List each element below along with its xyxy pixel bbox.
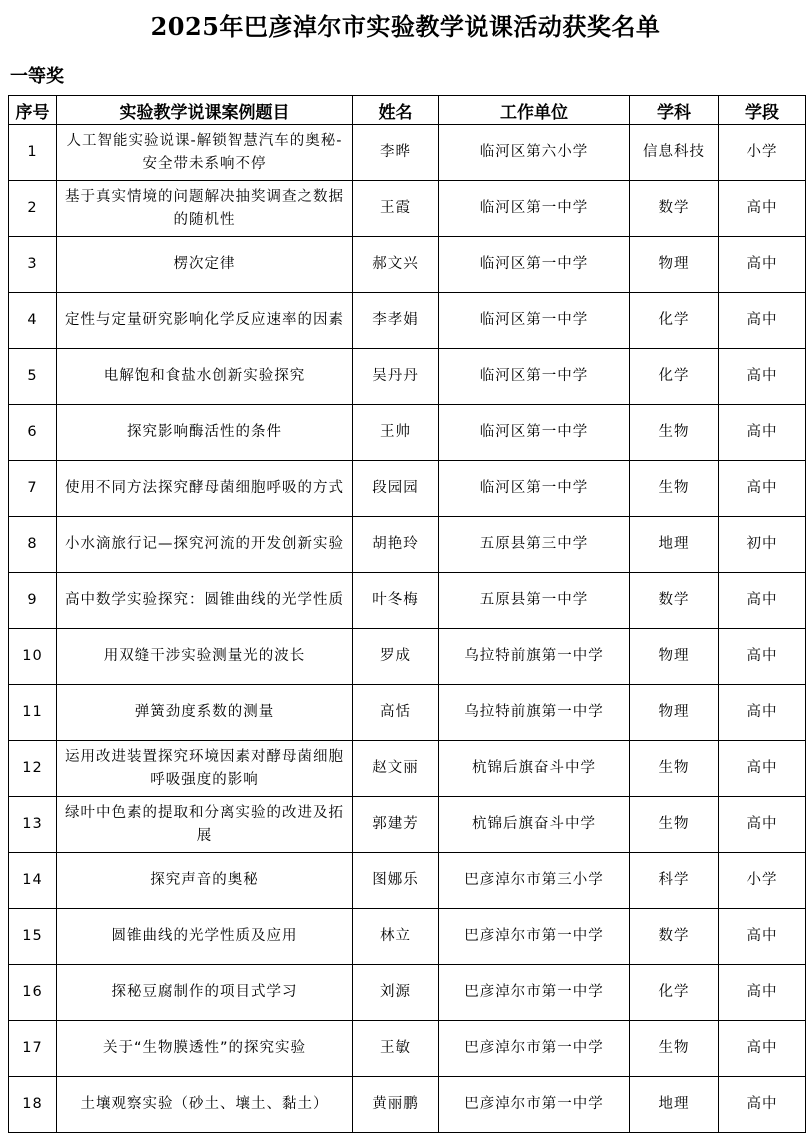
cell-name: 李晔 bbox=[353, 125, 439, 181]
cell-no: 15 bbox=[9, 909, 57, 965]
cell-subject: 数学 bbox=[630, 909, 719, 965]
cell-title: 用双缝干涉实验测量光的波长 bbox=[57, 629, 353, 685]
cell-no: 13 bbox=[9, 797, 57, 853]
cell-name: 黄丽鹏 bbox=[353, 1077, 439, 1133]
cell-title: 土壤观察实验（砂土、壤土、黏土） bbox=[57, 1077, 353, 1133]
cell-title: 电解饱和食盐水创新实验探究 bbox=[57, 349, 353, 405]
cell-stage: 小学 bbox=[719, 853, 806, 909]
cell-name: 图娜乐 bbox=[353, 853, 439, 909]
cell-no: 5 bbox=[9, 349, 57, 405]
cell-name: 王帅 bbox=[353, 405, 439, 461]
cell-title: 圆锥曲线的光学性质及应用 bbox=[57, 909, 353, 965]
cell-unit: 五原县第一中学 bbox=[439, 573, 630, 629]
table-row bbox=[9, 349, 806, 405]
cell-subject: 生物 bbox=[630, 405, 719, 461]
cell-title: 探究影响酶活性的条件 bbox=[57, 405, 353, 461]
cell-subject: 地理 bbox=[630, 517, 719, 573]
cell-subject: 物理 bbox=[630, 237, 719, 293]
table-header bbox=[9, 96, 806, 125]
cell-name: 高恬 bbox=[353, 685, 439, 741]
cell-subject: 化学 bbox=[630, 349, 719, 405]
cell-stage: 初中 bbox=[719, 517, 806, 573]
table-row bbox=[9, 797, 806, 853]
section-heading: 一等奖 bbox=[10, 66, 64, 87]
cell-unit: 临河区第一中学 bbox=[439, 293, 630, 349]
cell-stage: 高中 bbox=[719, 349, 806, 405]
table-row bbox=[9, 125, 806, 181]
cell-subject: 科学 bbox=[630, 853, 719, 909]
cell-name: 赵文丽 bbox=[353, 741, 439, 797]
cell-name: 叶冬梅 bbox=[353, 573, 439, 629]
cell-title: 人工智能实验说课-解锁智慧汽车的奥秘-安全带未系响不停 bbox=[57, 125, 353, 181]
table-row bbox=[9, 181, 806, 237]
cell-name: 段园园 bbox=[353, 461, 439, 517]
cell-no: 16 bbox=[9, 965, 57, 1021]
awards-table bbox=[8, 95, 806, 1133]
cell-stage: 高中 bbox=[719, 797, 806, 853]
cell-unit: 杭锦后旗奋斗中学 bbox=[439, 741, 630, 797]
header-subject: 学科 bbox=[630, 96, 719, 125]
cell-title: 关于“生物膜透性”的探究实验 bbox=[57, 1021, 353, 1077]
table-body bbox=[9, 125, 806, 1133]
table-row bbox=[9, 237, 806, 293]
cell-subject: 化学 bbox=[630, 965, 719, 1021]
cell-unit: 临河区第一中学 bbox=[439, 181, 630, 237]
cell-unit: 临河区第一中学 bbox=[439, 461, 630, 517]
header-stage: 学段 bbox=[719, 96, 806, 125]
cell-title: 使用不同方法探究酵母菌细胞呼吸的方式 bbox=[57, 461, 353, 517]
cell-title: 弹簧劲度系数的测量 bbox=[57, 685, 353, 741]
cell-stage: 高中 bbox=[719, 1021, 806, 1077]
cell-stage: 高中 bbox=[719, 181, 806, 237]
table-row bbox=[9, 741, 806, 797]
cell-stage: 高中 bbox=[719, 685, 806, 741]
cell-unit: 杭锦后旗奋斗中学 bbox=[439, 797, 630, 853]
cell-unit: 巴彦淖尔市第三小学 bbox=[439, 853, 630, 909]
cell-title: 楞次定律 bbox=[57, 237, 353, 293]
cell-title: 运用改进装置探究环境因素对酵母菌细胞呼吸强度的影响 bbox=[57, 741, 353, 797]
page-title: 2025年巴彦淖尔市实验教学说课活动获奖名单 bbox=[150, 12, 661, 41]
table-row bbox=[9, 909, 806, 965]
cell-title: 绿叶中色素的提取和分离实验的改进及拓展 bbox=[57, 797, 353, 853]
cell-subject: 地理 bbox=[630, 1077, 719, 1133]
header-title: 实验教学说课案例题目 bbox=[57, 96, 353, 125]
cell-no: 4 bbox=[9, 293, 57, 349]
cell-subject: 生物 bbox=[630, 797, 719, 853]
table-row bbox=[9, 853, 806, 909]
cell-unit: 巴彦淖尔市第一中学 bbox=[439, 1021, 630, 1077]
cell-name: 郝文兴 bbox=[353, 237, 439, 293]
cell-title: 高中数学实验探究：圆锥曲线的光学性质 bbox=[57, 573, 353, 629]
cell-no: 11 bbox=[9, 685, 57, 741]
cell-name: 林立 bbox=[353, 909, 439, 965]
cell-unit: 临河区第一中学 bbox=[439, 237, 630, 293]
cell-title: 小水滴旅行记—探究河流的开发创新实验 bbox=[57, 517, 353, 573]
cell-stage: 高中 bbox=[719, 1077, 806, 1133]
table-row bbox=[9, 965, 806, 1021]
header-no: 序号 bbox=[9, 96, 57, 125]
cell-stage: 高中 bbox=[719, 741, 806, 797]
cell-name: 罗成 bbox=[353, 629, 439, 685]
cell-no: 2 bbox=[9, 181, 57, 237]
cell-no: 12 bbox=[9, 741, 57, 797]
cell-unit: 五原县第三中学 bbox=[439, 517, 630, 573]
table-row bbox=[9, 293, 806, 349]
cell-unit: 巴彦淖尔市第一中学 bbox=[439, 909, 630, 965]
cell-unit: 临河区第一中学 bbox=[439, 349, 630, 405]
table-row bbox=[9, 685, 806, 741]
cell-stage: 小学 bbox=[719, 125, 806, 181]
cell-unit: 临河区第一中学 bbox=[439, 405, 630, 461]
cell-title: 定性与定量研究影响化学反应速率的因素 bbox=[57, 293, 353, 349]
cell-stage: 高中 bbox=[719, 461, 806, 517]
cell-name: 王敏 bbox=[353, 1021, 439, 1077]
header-unit: 工作单位 bbox=[439, 96, 630, 125]
cell-subject: 生物 bbox=[630, 461, 719, 517]
cell-title: 探秘豆腐制作的项目式学习 bbox=[57, 965, 353, 1021]
cell-name: 王霞 bbox=[353, 181, 439, 237]
cell-no: 14 bbox=[9, 853, 57, 909]
cell-stage: 高中 bbox=[719, 573, 806, 629]
header-row bbox=[9, 96, 806, 125]
cell-subject: 生物 bbox=[630, 741, 719, 797]
cell-stage: 高中 bbox=[719, 237, 806, 293]
cell-subject: 物理 bbox=[630, 629, 719, 685]
cell-unit: 乌拉特前旗第一中学 bbox=[439, 685, 630, 741]
cell-no: 18 bbox=[9, 1077, 57, 1133]
cell-no: 9 bbox=[9, 573, 57, 629]
cell-subject: 数学 bbox=[630, 181, 719, 237]
cell-no: 1 bbox=[9, 125, 57, 181]
table-row bbox=[9, 1077, 806, 1133]
cell-title: 探究声音的奥秘 bbox=[57, 853, 353, 909]
header-name: 姓名 bbox=[353, 96, 439, 125]
table-row bbox=[9, 461, 806, 517]
cell-name: 刘源 bbox=[353, 965, 439, 1021]
cell-no: 6 bbox=[9, 405, 57, 461]
cell-stage: 高中 bbox=[719, 629, 806, 685]
cell-name: 郭建芳 bbox=[353, 797, 439, 853]
cell-unit: 巴彦淖尔市第一中学 bbox=[439, 965, 630, 1021]
cell-name: 胡艳玲 bbox=[353, 517, 439, 573]
cell-stage: 高中 bbox=[719, 293, 806, 349]
cell-no: 10 bbox=[9, 629, 57, 685]
cell-stage: 高中 bbox=[719, 909, 806, 965]
cell-name: 吴丹丹 bbox=[353, 349, 439, 405]
cell-subject: 物理 bbox=[630, 685, 719, 741]
cell-no: 8 bbox=[9, 517, 57, 573]
table-row bbox=[9, 629, 806, 685]
cell-stage: 高中 bbox=[719, 965, 806, 1021]
cell-no: 7 bbox=[9, 461, 57, 517]
cell-stage: 高中 bbox=[719, 405, 806, 461]
cell-unit: 临河区第六小学 bbox=[439, 125, 630, 181]
table-row bbox=[9, 517, 806, 573]
cell-name: 李孝娟 bbox=[353, 293, 439, 349]
table-row bbox=[9, 405, 806, 461]
table-row bbox=[9, 573, 806, 629]
cell-no: 17 bbox=[9, 1021, 57, 1077]
cell-subject: 化学 bbox=[630, 293, 719, 349]
cell-subject: 数学 bbox=[630, 573, 719, 629]
cell-unit: 乌拉特前旗第一中学 bbox=[439, 629, 630, 685]
cell-subject: 信息科技 bbox=[630, 125, 719, 181]
table-row bbox=[9, 1021, 806, 1077]
cell-title: 基于真实情境的问题解决抽奖调查之数据的随机性 bbox=[57, 181, 353, 237]
cell-unit: 巴彦淖尔市第一中学 bbox=[439, 1077, 630, 1133]
cell-subject: 生物 bbox=[630, 1021, 719, 1077]
cell-no: 3 bbox=[9, 237, 57, 293]
